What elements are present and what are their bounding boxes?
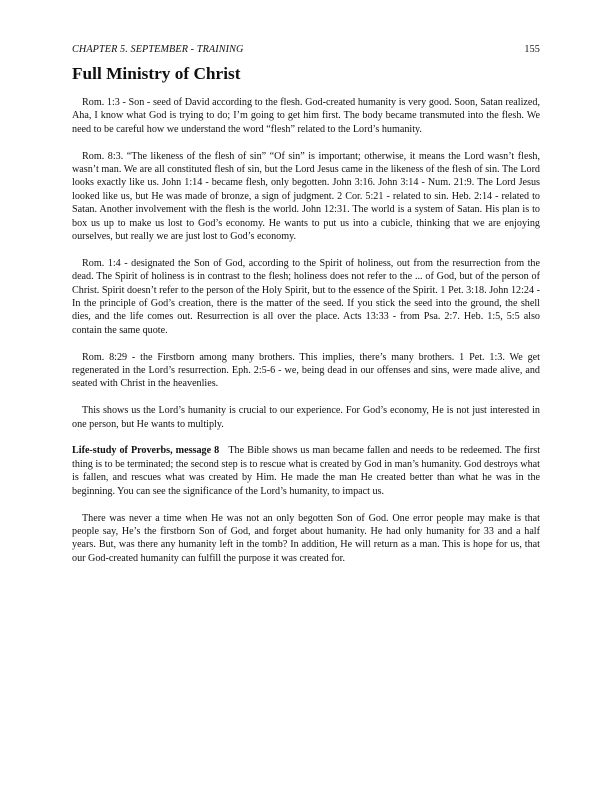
body-text [72,96,540,579]
paragraph-rom-8-3: Rom. 8:3. “The likeness of the flesh of sin” “Of sin” is important; otherwise, it means the Lord wasn’t flesh, wasn’t man. We are all constituted flesh of sin, but the Lord Jesus came in the likeness of the flesh of sin. The Lord looks exactly like us. John 1:14 - became flesh, only begotten. John 3:16. John 3:14 - Num. 21:9. The Lord Jesus looked like us, but He was made of bronze, a sign of judgment. 2 Cor. 5:21 - related to sin. Heb. 2:14 - related to Satan. Another involvement with the flesh is the world. John 12:31. The world is a system of Satan. His plan is to box us up to make us lost to God’s economy. He wants to put us into a cubicle, thinking that we are enjoying ourselves, but really we are just lost to God’s economy. [72,150,540,243]
page-number: 155 [524,44,540,55]
paragraph-rom-1-4: Rom. 1:4 - designated the Son of God, according to the Spirit of holiness, out from the resurrection from the dead. The Spirit of holiness is in contrast to the flesh; holiness does not refer to the ... of God, but of the person of Christ. Spirit doesn’t refer to the person of the Holy Spirit, but to the essence of the Spirit. 1 Pet. 3:18. John 12:24 - In the principle of God’s creation, there is the matter of the seed. If you stick the seed into the ground, the shell dies, and the life comes out. Resurrection is all over the place. Acts 13:33 - from Psa. 2:7. Heb. 1:5, 5:5 also contain the same quote. [72,257,540,336]
paragraph-rom-1-3: Rom. 1:3 - Son - seed of David according to the flesh. God-created humanity is very good. Soon, Satan realized, Aha, I know what God is trying to do; I’m going to get him first. The body became transmuted into the flesh. We need to be careful how we understand the word “flesh” related to the Lord’s humanity. [72,97,540,135]
paragraph-humanity-crucial: This shows us the Lord’s humanity is crucial to our experience. For God’s economy, He is not just interested in one person, but He wants to multiply. [72,405,540,430]
running-head [72,44,540,55]
paragraph-life-study: Life-study of Proverbs, message 8 The Bible shows us man became fallen and needs to be redeemed. The first thing is to be terminated; the second step is to rescue what is created by God in man’s humanity. God destroys what is fallen, and rescues what was created by Him. He made the man He created better than what he was in the beginning. You can see the significance of the Lord’s humanity, to impact us. [72,445,541,497]
paragraph-rom-8-29: Rom. 8:29 - the Firstborn among many brothers. This implies, there’s many brothers. 1 Pet. 1:3. We get regenerated in the Lord’s resurrection. Eph. 2:5-6 - we, being dead in our offenses and sins, were made alive, and seated with Christ in the heavenlies. [72,351,540,390]
section-title: Full Ministry of Christ [72,64,241,83]
chapter-heading: CHAPTER 5. SEPTEMBER - TRAINING [72,44,244,55]
paragraph-lead: Life-study of Proverbs, message 8 [72,445,220,457]
paragraph-only-begotten: There was never a time when He was not an only begotten Son of God. One error people may make is that people say, He’s the firstborn Son of God, and forget about humanity. He had only humanity for 33 and a half years. But, was there any humanity left in the tomb? In addition, He will return as a man. This is hope for us, that our God-created humanity can fulfill the purpose it was created for. [72,512,540,564]
